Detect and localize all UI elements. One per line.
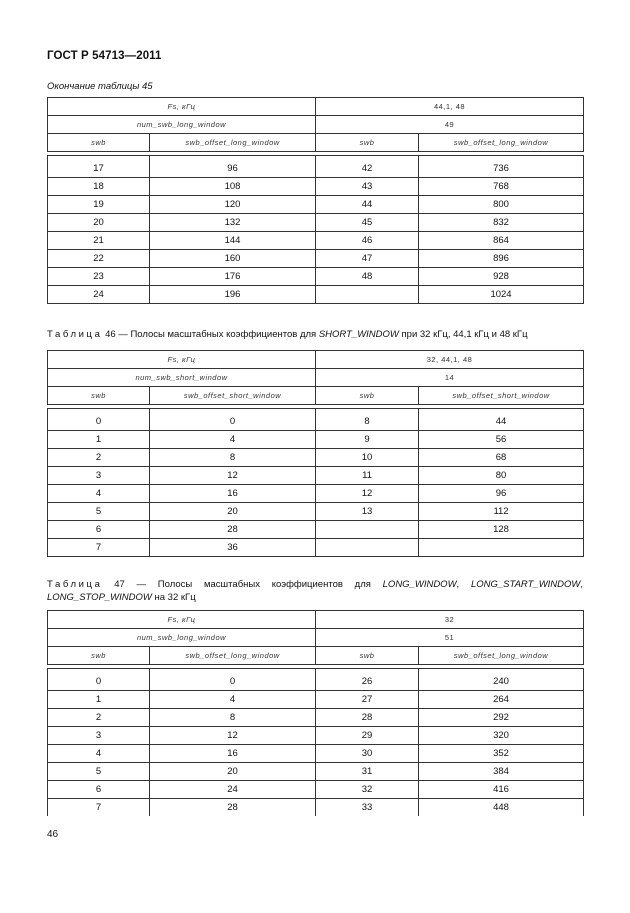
swb-offset-cell: 144 — [150, 232, 316, 250]
table-row — [48, 539, 584, 557]
table-45-end — [47, 97, 584, 304]
num-swb-value: 49 — [316, 116, 584, 134]
swb-offset-cell — [419, 539, 584, 557]
swb-offset-cell: 56 — [419, 431, 584, 449]
table-row — [48, 250, 584, 268]
col-offset-header: swb_offset_long_window — [419, 647, 584, 665]
table-row — [48, 709, 584, 727]
col-offset-header: swb_offset_long_window — [150, 647, 316, 665]
page-number: 46 — [47, 829, 59, 840]
swb-cell: 31 — [316, 763, 419, 781]
col-swb-header: swb — [316, 387, 419, 405]
table-row — [48, 669, 584, 691]
caption-italic: LONG_STOP_WINDOW — [47, 592, 152, 603]
swb-cell: 47 — [316, 250, 419, 268]
swb-offset-cell: 96 — [419, 485, 584, 503]
swb-cell: 32 — [316, 781, 419, 799]
table-row — [48, 214, 584, 232]
fs-value: 32, 44,1, 48 — [316, 351, 584, 369]
num-swb-header: num_swb_long_window — [48, 629, 316, 647]
swb-cell: 28 — [316, 709, 419, 727]
fs-header: Fs, кГц — [48, 351, 316, 369]
table-row — [48, 485, 584, 503]
swb-cell: 10 — [316, 449, 419, 467]
swb-cell: 27 — [316, 691, 419, 709]
swb-offset-cell: 928 — [419, 268, 584, 286]
swb-offset-cell: 0 — [150, 669, 316, 691]
swb-offset-cell: 44 — [419, 409, 584, 431]
swb-offset-cell: 16 — [150, 745, 316, 763]
table-row — [48, 521, 584, 539]
swb-cell: 42 — [316, 156, 419, 178]
swb-cell: 48 — [316, 268, 419, 286]
swb-offset-cell: 1024 — [419, 286, 584, 304]
swb-cell: 0 — [48, 409, 150, 431]
swb-offset-cell: 292 — [419, 709, 584, 727]
swb-offset-cell: 36 — [150, 539, 316, 557]
table-46 — [47, 350, 584, 557]
swb-offset-cell: 8 — [150, 709, 316, 727]
swb-cell — [316, 286, 419, 304]
swb-offset-cell: 8 — [150, 449, 316, 467]
swb-cell: 1 — [48, 691, 150, 709]
swb-cell: 3 — [48, 467, 150, 485]
caption-prefix: Таблица — [47, 579, 103, 590]
swb-offset-cell: 4 — [150, 691, 316, 709]
swb-cell: 21 — [48, 232, 150, 250]
swb-offset-cell: 768 — [419, 178, 584, 196]
table-row — [48, 449, 584, 467]
swb-cell: 3 — [48, 727, 150, 745]
table-row — [48, 727, 584, 745]
caption-italic: LONG_START_WINDOW — [470, 579, 581, 590]
table-row — [48, 196, 584, 214]
table-row — [48, 763, 584, 781]
swb-cell: 2 — [48, 709, 150, 727]
table-row — [48, 799, 584, 817]
caption-text: , — [580, 579, 584, 590]
swb-cell: 33 — [316, 799, 419, 817]
swb-offset-cell: 0 — [150, 409, 316, 431]
caption-number: 46 — [105, 329, 116, 340]
swb-cell: 44 — [316, 196, 419, 214]
swb-cell: 43 — [316, 178, 419, 196]
caption-text: при 32 кГц, 44,1 кГц и 48 кГц — [398, 329, 528, 340]
swb-offset-cell: 448 — [419, 799, 584, 817]
swb-offset-cell: 128 — [419, 521, 584, 539]
col-swb-header: swb — [48, 134, 150, 152]
swb-offset-cell: 12 — [150, 727, 316, 745]
table47-caption — [47, 578, 583, 604]
swb-offset-cell: 20 — [150, 503, 316, 521]
swb-cell: 23 — [48, 268, 150, 286]
swb-offset-cell: 28 — [150, 521, 316, 539]
swb-offset-cell: 416 — [419, 781, 584, 799]
table-row — [48, 745, 584, 763]
swb-cell: 6 — [48, 781, 150, 799]
col-offset-header: swb_offset_short_window — [150, 387, 316, 405]
swb-offset-cell: 800 — [419, 196, 584, 214]
swb-offset-cell: 4 — [150, 431, 316, 449]
table-row — [48, 286, 584, 304]
fs-header: Fs, кГц — [48, 98, 316, 116]
swb-offset-cell: 176 — [150, 268, 316, 286]
swb-offset-cell: 320 — [419, 727, 584, 745]
swb-cell: 30 — [316, 745, 419, 763]
table-row — [48, 156, 584, 178]
caption-italic: LONG_WINDOW — [382, 579, 457, 590]
swb-cell: 6 — [48, 521, 150, 539]
swb-offset-cell: 864 — [419, 232, 584, 250]
caption-number: 47 — [114, 579, 125, 590]
swb-cell: 4 — [48, 485, 150, 503]
fs-value: 44,1, 48 — [316, 98, 584, 116]
swb-cell: 45 — [316, 214, 419, 232]
table-row — [48, 467, 584, 485]
swb-cell — [316, 521, 419, 539]
swb-offset-cell: 28 — [150, 799, 316, 817]
col-offset-header: swb_offset_short_window — [419, 387, 584, 405]
swb-cell: 26 — [316, 669, 419, 691]
caption-text: — Полосы масштабных коэффициентов для — [115, 329, 319, 340]
table-row — [48, 268, 584, 286]
swb-cell: 12 — [316, 485, 419, 503]
swb-cell: 13 — [316, 503, 419, 521]
col-offset-header: swb_offset_long_window — [150, 134, 316, 152]
table-row — [48, 178, 584, 196]
swb-offset-cell: 240 — [419, 669, 584, 691]
swb-cell: 0 — [48, 669, 150, 691]
swb-cell: 4 — [48, 745, 150, 763]
swb-cell: 46 — [316, 232, 419, 250]
table45-caption: Окончание таблицы 45 — [47, 81, 153, 92]
swb-cell: 20 — [48, 214, 150, 232]
swb-offset-cell: 96 — [150, 156, 316, 178]
num-swb-header: num_swb_long_window — [48, 116, 316, 134]
swb-cell: 11 — [316, 467, 419, 485]
swb-offset-cell: 112 — [419, 503, 584, 521]
swb-cell: 17 — [48, 156, 150, 178]
swb-cell: 29 — [316, 727, 419, 745]
table-row — [48, 431, 584, 449]
swb-offset-cell: 68 — [419, 449, 584, 467]
swb-cell: 7 — [48, 799, 150, 817]
swb-offset-cell: 108 — [150, 178, 316, 196]
table-47 — [47, 610, 584, 816]
table-row — [48, 409, 584, 431]
num-swb-value: 51 — [316, 629, 584, 647]
swb-offset-cell: 896 — [419, 250, 584, 268]
swb-cell: 8 — [316, 409, 419, 431]
col-swb-header: swb — [48, 387, 150, 405]
caption-text: — Полосы масштабных коэффициентов для — [124, 579, 383, 590]
num-swb-value: 14 — [316, 369, 584, 387]
swb-cell: 19 — [48, 196, 150, 214]
swb-cell: 18 — [48, 178, 150, 196]
table46-caption — [47, 328, 528, 341]
swb-offset-cell: 196 — [150, 286, 316, 304]
swb-offset-cell: 120 — [150, 196, 316, 214]
swb-offset-cell: 384 — [419, 763, 584, 781]
swb-offset-cell: 352 — [419, 745, 584, 763]
table-row — [48, 691, 584, 709]
swb-offset-cell: 20 — [150, 763, 316, 781]
swb-cell: 7 — [48, 539, 150, 557]
col-offset-header: swb_offset_long_window — [419, 134, 584, 152]
table-row — [48, 232, 584, 250]
table-row — [48, 781, 584, 799]
swb-cell: 2 — [48, 449, 150, 467]
swb-offset-cell: 832 — [419, 214, 584, 232]
col-swb-header: swb — [48, 647, 150, 665]
caption-text: на 32 кГц — [151, 592, 196, 603]
swb-cell: 24 — [48, 286, 150, 304]
swb-cell — [316, 539, 419, 557]
fs-value: 32 — [316, 611, 584, 629]
swb-offset-cell: 736 — [419, 156, 584, 178]
swb-offset-cell: 80 — [419, 467, 584, 485]
swb-offset-cell: 16 — [150, 485, 316, 503]
swb-cell: 5 — [48, 763, 150, 781]
caption-prefix: Таблица — [47, 329, 103, 340]
document-header: ГОСТ Р 54713—2011 — [47, 50, 162, 62]
swb-cell: 9 — [316, 431, 419, 449]
num-swb-header: num_swb_short_window — [48, 369, 316, 387]
swb-cell: 22 — [48, 250, 150, 268]
swb-offset-cell: 24 — [150, 781, 316, 799]
col-swb-header: swb — [316, 647, 419, 665]
swb-offset-cell: 264 — [419, 691, 584, 709]
fs-header: Fs, кГц — [48, 611, 316, 629]
table-row — [48, 503, 584, 521]
swb-offset-cell: 132 — [150, 214, 316, 232]
swb-cell: 1 — [48, 431, 150, 449]
swb-offset-cell: 160 — [150, 250, 316, 268]
caption-text: , — [456, 579, 471, 590]
col-swb-header: swb — [316, 134, 419, 152]
swb-offset-cell: 12 — [150, 467, 316, 485]
swb-cell: 5 — [48, 503, 150, 521]
caption-italic: SHORT_WINDOW — [318, 329, 399, 340]
